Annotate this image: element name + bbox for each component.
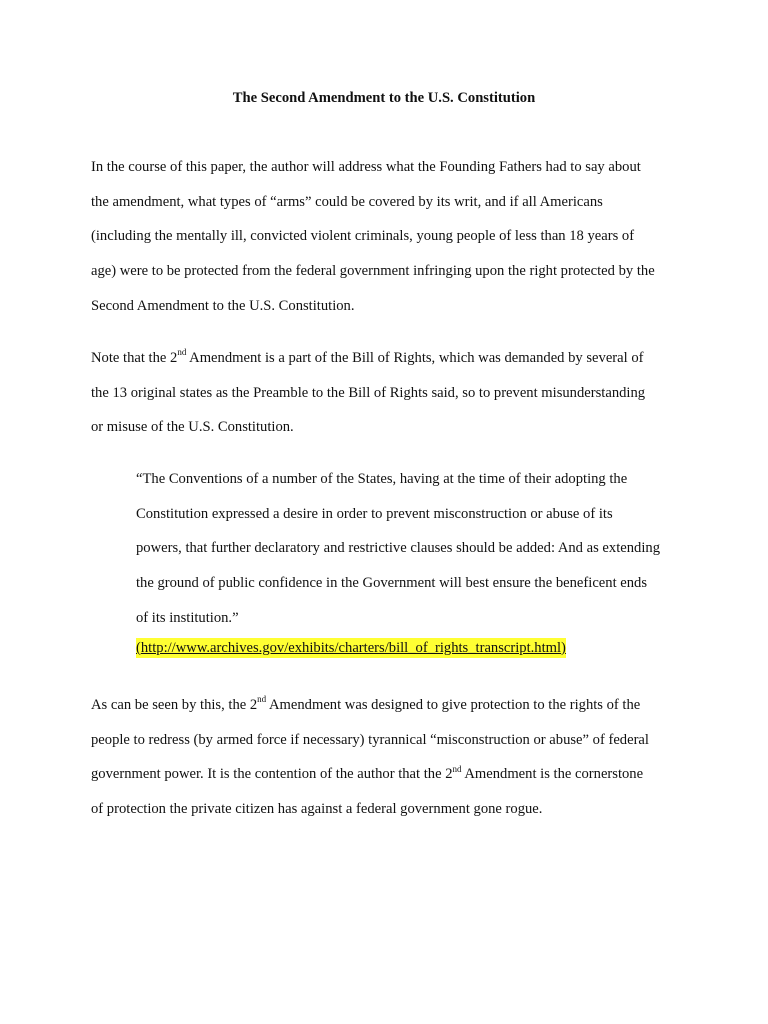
paragraph-line: age) were to be protected from the federal government infringing upon the right protected by the bbox=[91, 263, 655, 280]
text-run: Amendment is a part of the Bill of Rights, which was demanded by several of bbox=[186, 350, 644, 366]
paragraph-line bbox=[91, 757, 691, 792]
paragraph-line: the amendment, what types of “arms” could be covered by its writ, and if all Americans bbox=[91, 193, 603, 210]
quote-line: “The Conventions of a number of the States, having at the time of their adopting the bbox=[136, 471, 628, 487]
paragraph-line bbox=[91, 341, 691, 376]
quote-line: Constitution expressed a desire in order to prevent misconstruction or abuse of its bbox=[136, 505, 613, 522]
paragraph-conclusion bbox=[91, 688, 691, 827]
paragraph-line: or misuse of the U.S. Constitution. bbox=[91, 419, 294, 436]
ordinal-suffix: nd bbox=[257, 694, 267, 705]
paragraph-line: In the course of this paper, the author will address what the Founding Fathers had to say about bbox=[91, 159, 641, 175]
paragraph-line: the 13 original states as the Preamble to the Bill of Rights said, so to prevent misunderstanding bbox=[91, 384, 646, 401]
paragraph-intro bbox=[91, 150, 691, 324]
paragraph-line: people to redress (by armed force if necessary) tyrannical “misconstruction or abuse” of federal bbox=[91, 731, 649, 748]
paragraph-line: Second Amendment to the U.S. Constitution. bbox=[91, 297, 355, 314]
text-run: Amendment is the cornerstone bbox=[461, 766, 644, 783]
citation-close-paren: ) bbox=[561, 640, 566, 656]
paragraph-bill-of-rights bbox=[91, 341, 691, 445]
citation-open-paren: ( bbox=[136, 640, 141, 656]
preamble-quote bbox=[136, 462, 696, 636]
quote-line: powers, that further declaratory and restrictive clauses should be added: And as extending bbox=[136, 540, 660, 557]
text-run: As can be seen by this, the 2 bbox=[91, 697, 258, 713]
quote-line: the ground of public confidence in the Government will best ensure the beneficent ends bbox=[136, 575, 648, 592]
document-title: The Second Amendment to the U.S. Constitution bbox=[232, 90, 536, 106]
text-run: Note that the 2 bbox=[91, 350, 178, 366]
citation-url[interactable]: http://www.archives.gov/exhibits/charters/bill_of_rights_transcript.html bbox=[140, 640, 562, 656]
text-run: government power. It is the contention of the author that the 2 bbox=[91, 766, 453, 783]
ordinal-suffix: nd bbox=[452, 763, 462, 774]
text-run: Amendment was designed to give protection to the rights of the bbox=[266, 697, 641, 713]
ordinal-suffix: nd bbox=[177, 347, 187, 358]
paragraph-line: of protection the private citizen has against a federal government gone rogue. bbox=[91, 801, 543, 818]
paragraph-line bbox=[91, 688, 691, 723]
paragraph-line: (including the mentally ill, convicted violent criminals, young people of less than 18 years of bbox=[91, 228, 635, 245]
citation-link[interactable] bbox=[136, 638, 566, 658]
quote-line: of its institution.” bbox=[136, 609, 239, 626]
